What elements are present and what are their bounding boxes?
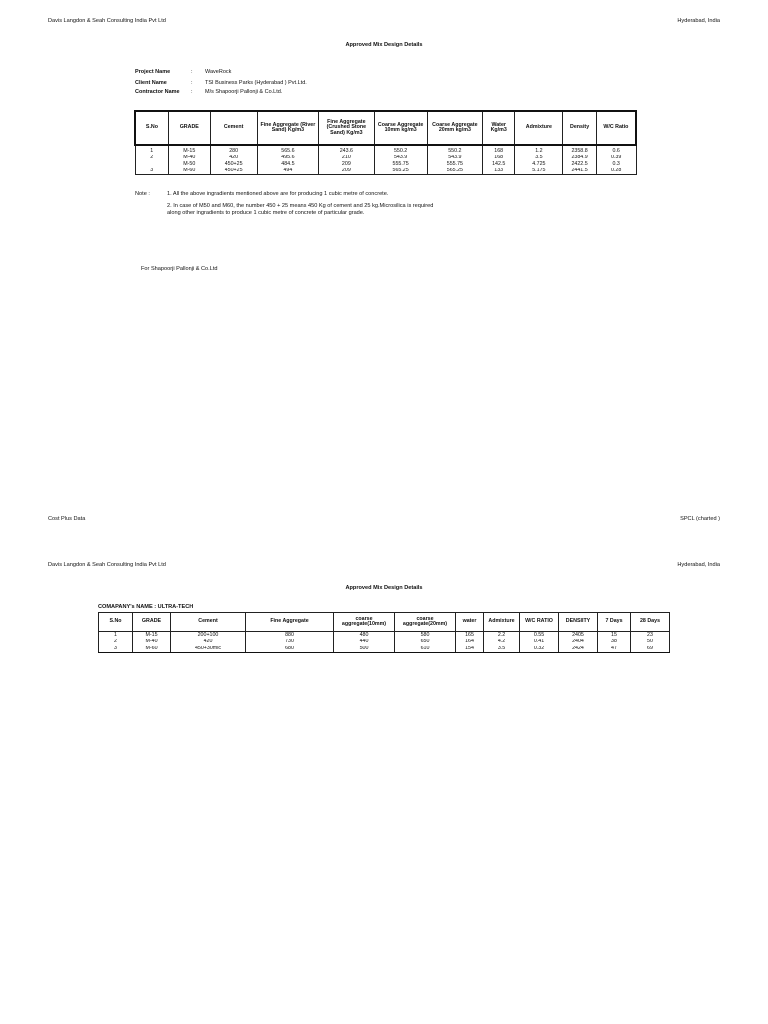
cell: 2358.8 bbox=[563, 148, 596, 155]
cell: 168 bbox=[483, 155, 515, 162]
header-sno: S.No bbox=[135, 111, 168, 145]
header-density: Density bbox=[563, 111, 596, 145]
company-name: COMAPANY's NAME : ULTRA-TECH bbox=[98, 604, 194, 610]
cell: M-15 bbox=[133, 632, 171, 639]
cell: 142.5 bbox=[483, 161, 515, 168]
cell: 2.2 bbox=[484, 632, 520, 639]
table-row bbox=[99, 639, 670, 646]
header-grade: GRADE bbox=[133, 613, 171, 632]
cell: 484.5 bbox=[257, 161, 319, 168]
cell: 2 bbox=[99, 639, 133, 646]
header-sno: S.No bbox=[99, 613, 133, 632]
project-name-label: Project Name bbox=[135, 69, 171, 75]
page2-header-company: Davis Langdon & Seah Consulting India Pvt Ltd bbox=[48, 562, 166, 568]
header-cement: Cement bbox=[171, 613, 246, 632]
contractor-name-label: Contractor Name bbox=[135, 89, 180, 95]
cell: 480 bbox=[334, 632, 395, 639]
cell: 2405 bbox=[559, 632, 598, 639]
cell: M-40 bbox=[168, 155, 210, 162]
header-cement: Cement bbox=[210, 111, 257, 145]
header-7-days: 7 Days bbox=[598, 613, 631, 632]
client-name-label: Client Name bbox=[135, 80, 167, 86]
mix-design-table bbox=[134, 110, 637, 175]
header-fine-aggregate: Fine Aggregate bbox=[246, 613, 334, 632]
cell: 4.725 bbox=[515, 161, 563, 168]
header-admixture: Admixture bbox=[515, 111, 563, 145]
cell: 550.2 bbox=[427, 148, 482, 155]
cell: M-60 bbox=[133, 646, 171, 653]
cell: 164 bbox=[456, 639, 484, 646]
colon: : bbox=[191, 69, 193, 75]
colon: : bbox=[191, 80, 193, 86]
cell: 1 bbox=[99, 632, 133, 639]
cell: 450+25 bbox=[210, 161, 257, 168]
footer-right: SPCL (charted ) bbox=[680, 516, 720, 522]
cell: 610 bbox=[395, 646, 456, 653]
header-28-days: 28 Days bbox=[631, 613, 670, 632]
ultratech-mix-table bbox=[98, 612, 670, 653]
cell: 47 bbox=[598, 646, 631, 653]
note-1: 1. All the above ingradients mentioned above are for producing 1 cubic metre of concrete. bbox=[167, 191, 389, 197]
cell: 15 bbox=[598, 632, 631, 639]
cell: 23 bbox=[631, 632, 670, 639]
cell: 5.175 bbox=[515, 168, 563, 175]
cell: 168 bbox=[483, 148, 515, 155]
cell: 200+100 bbox=[171, 632, 246, 639]
cell: 210 bbox=[319, 155, 374, 162]
cell: 680 bbox=[246, 646, 334, 653]
cell: 500 bbox=[334, 646, 395, 653]
header-wc-ratio: W/C Ratio bbox=[596, 111, 636, 145]
footer-left: Cost Plus Data bbox=[48, 516, 86, 522]
note-label: Note : bbox=[135, 191, 150, 197]
cell: 3 bbox=[135, 168, 168, 175]
cell: 1.2 bbox=[515, 148, 563, 155]
header-fine-river: Fine Aggregate (River Sand) Kg/m3 bbox=[257, 111, 319, 145]
note-2b: along other ingradients to produce 1 cubic metre of concrete of particular grade. bbox=[167, 210, 365, 216]
cell: 0.32 bbox=[520, 646, 559, 653]
cell: 280 bbox=[210, 148, 257, 155]
cell: 880 bbox=[246, 632, 334, 639]
cell: 3.5 bbox=[515, 155, 563, 162]
cell: 450+30mic bbox=[171, 646, 246, 653]
cell: 3 bbox=[99, 646, 133, 653]
cell: 543.9 bbox=[427, 155, 482, 162]
cell: 2404 bbox=[559, 639, 598, 646]
cell: 38 bbox=[598, 639, 631, 646]
cell: 50 bbox=[631, 639, 670, 646]
header-water: Water Kg/m3 bbox=[483, 111, 515, 145]
header-admixture: Admixture bbox=[484, 613, 520, 632]
cell: 4.2 bbox=[484, 639, 520, 646]
cell: 165 bbox=[456, 632, 484, 639]
cell: 0.55 bbox=[520, 632, 559, 639]
header-coarse-20: Coarse Aggregate 20mm kg/m3 bbox=[427, 111, 482, 145]
cell: 650 bbox=[395, 639, 456, 646]
page2-header-location: Hyderabad, India bbox=[677, 562, 720, 568]
contractor-name-value: M/s Shapoorji Pallonji & Co.Ltd. bbox=[205, 89, 283, 95]
cell: M-50 bbox=[168, 161, 210, 168]
cell: 555.75 bbox=[374, 161, 427, 168]
cell: 0.41 bbox=[520, 639, 559, 646]
cell: 543.9 bbox=[374, 155, 427, 162]
cell: 0.3 bbox=[596, 161, 636, 168]
table-row bbox=[99, 632, 670, 639]
cell: 730 bbox=[246, 639, 334, 646]
signoff: For Shapoorji Pallonji & Co.Ltd bbox=[141, 266, 218, 272]
cell: 0.39 bbox=[596, 155, 636, 162]
cell: 209 bbox=[319, 161, 374, 168]
cell: 133 bbox=[483, 168, 515, 175]
cell: 550.2 bbox=[374, 148, 427, 155]
cell: 0.6 bbox=[596, 148, 636, 155]
cell: 209 bbox=[319, 168, 374, 175]
note-2a: 2. In case of M50 and M60, the number 450 + 25 means 450 Kg of cement and 25 kg.Microsilica is required bbox=[167, 203, 434, 209]
header-wc-ratio: W/C RATIO bbox=[520, 613, 559, 632]
table-row bbox=[135, 168, 636, 175]
page1-header-company: Davis Langdon & Seah Consulting India Pvt Ltd bbox=[48, 18, 166, 24]
cell: 2384.9 bbox=[563, 155, 596, 162]
cell: 2422.5 bbox=[563, 161, 596, 168]
cell: 243.6 bbox=[319, 148, 374, 155]
cell: 495.6 bbox=[257, 155, 319, 162]
project-name-value: WaveRock bbox=[205, 69, 232, 75]
cell: 2 bbox=[135, 155, 168, 162]
page1-header-location: Hyderabad, India bbox=[677, 18, 720, 24]
cell: 420 bbox=[171, 639, 246, 646]
header-density: DENSIITY bbox=[559, 613, 598, 632]
cell: 440 bbox=[334, 639, 395, 646]
cell: M-40 bbox=[133, 639, 171, 646]
cell: M-15 bbox=[168, 148, 210, 155]
page2-title: Approved Mix Design Details bbox=[345, 585, 423, 591]
table-header-row bbox=[135, 111, 636, 145]
header-coarse-20: coarse aggregate(20mm) bbox=[395, 613, 456, 632]
header-coarse-10: coarse aggregate(10mm) bbox=[334, 613, 395, 632]
cell: M-60 bbox=[168, 168, 210, 175]
cell: 565.25 bbox=[374, 168, 427, 175]
page1-title: Approved Mix Design Details bbox=[345, 42, 423, 48]
cell: 565.25 bbox=[427, 168, 482, 175]
colon: : bbox=[191, 89, 193, 95]
cell: 580 bbox=[395, 632, 456, 639]
cell: 450+25 bbox=[210, 168, 257, 175]
cell: 3.5 bbox=[484, 646, 520, 653]
cell: 494 bbox=[257, 168, 319, 175]
client-name-value: TSI Business Parks (Hyderabad ) Pvt.Ltd. bbox=[205, 80, 307, 86]
cell: 2441.5 bbox=[563, 168, 596, 175]
table-header-row bbox=[99, 613, 670, 632]
cell: 565.6 bbox=[257, 148, 319, 155]
cell: 154 bbox=[456, 646, 484, 653]
header-fine-crushed: Fine Aggregate (Crushed Stone Sand) Kg/m3 bbox=[319, 111, 374, 145]
header-coarse-10: Coarse Aggregate 10mm kg/m3 bbox=[374, 111, 427, 145]
header-grade: GRADE bbox=[168, 111, 210, 145]
cell: 420 bbox=[210, 155, 257, 162]
cell: 0.28 bbox=[596, 168, 636, 175]
header-water: water bbox=[456, 613, 484, 632]
table-row bbox=[99, 646, 670, 653]
cell: 2424 bbox=[559, 646, 598, 653]
cell: 1 bbox=[135, 148, 168, 155]
cell: 69 bbox=[631, 646, 670, 653]
cell: 555.75 bbox=[427, 161, 482, 168]
